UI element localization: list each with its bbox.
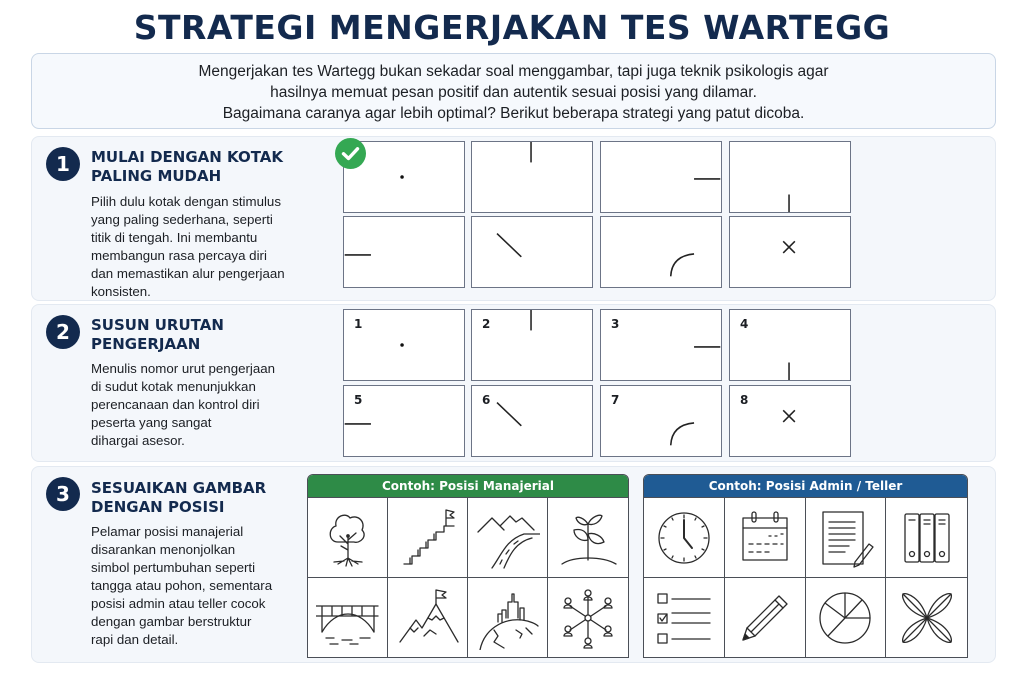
body-line: membangun rasa percaya diri xyxy=(91,248,267,263)
pie-chart-icon xyxy=(806,577,887,657)
body-line: posisi admin atau teller cocok xyxy=(91,596,266,611)
numbered-box-2 xyxy=(471,309,593,381)
numbered-box-5 xyxy=(343,385,465,457)
box-number: 6 xyxy=(482,393,491,407)
numbered-box-8 xyxy=(729,385,851,457)
body-line: titik di tengah. Ini membantu xyxy=(91,230,258,245)
box-number: 3 xyxy=(611,317,620,331)
admin-teller-example-panel xyxy=(643,474,968,658)
globe-city-icon xyxy=(468,577,548,657)
section-1-heading xyxy=(91,148,331,186)
body-line: rapi dan detail. xyxy=(91,632,179,647)
box-number: 7 xyxy=(611,393,620,407)
stimulus-box-diagonal xyxy=(471,216,593,288)
numbered-box-1 xyxy=(343,309,465,381)
numbered-box-4 xyxy=(729,309,851,381)
binders-icon xyxy=(886,497,967,577)
box-number: 1 xyxy=(354,317,363,331)
managerial-example-panel xyxy=(307,474,629,658)
box-number: 2 xyxy=(482,317,491,331)
step-badge-2: 2 xyxy=(46,315,80,349)
section-2-body xyxy=(91,360,331,450)
stimulus-box-horizontal-right xyxy=(600,141,722,213)
sprout-icon xyxy=(548,497,628,577)
heading-line: SESUAIKAN GAMBAR xyxy=(91,479,267,497)
tree-icon xyxy=(308,497,388,577)
numbered-box-6 xyxy=(471,385,593,457)
check-icon xyxy=(335,138,366,169)
numbered-box-7 xyxy=(600,385,722,457)
box-number: 5 xyxy=(354,393,363,407)
heading-line: SUSUN URUTAN xyxy=(91,316,224,334)
heading-line: PENGERJAAN xyxy=(91,335,201,353)
body-line: disarankan menonjolkan xyxy=(91,542,236,557)
body-line: peserta yang sangat xyxy=(91,415,212,430)
numbered-box-3 xyxy=(600,309,722,381)
document-pen-icon xyxy=(806,497,887,577)
mountain-road-icon xyxy=(468,497,548,577)
body-line: Pilih dulu kotak dengan stimulus xyxy=(91,194,281,209)
stimulus-box-cross xyxy=(729,216,851,288)
body-line: dengan gambar berstruktur xyxy=(91,614,252,629)
stimulus-box-vertical-bottom xyxy=(729,141,851,213)
body-line: Menulis nomor urut pengerjaan xyxy=(91,361,276,376)
calendar-icon xyxy=(725,497,806,577)
section-3-heading xyxy=(91,479,331,517)
section-3-body xyxy=(91,523,331,649)
pencil-icon xyxy=(725,577,806,657)
checklist-icon xyxy=(644,577,725,657)
step-badge-1: 1 xyxy=(46,147,80,181)
body-line: di sudut kotak menunjukkan xyxy=(91,379,256,394)
body-line: konsisten. xyxy=(91,284,151,299)
body-line: dan memastikan alur pengerjaan xyxy=(91,266,285,281)
body-line: tangga atau pohon, sementara xyxy=(91,578,273,593)
body-line: perencanaan dan kontrol diri xyxy=(91,397,260,412)
step-badge-3: 3 xyxy=(46,477,80,511)
box-number: 8 xyxy=(740,393,749,407)
stimulus-box-vertical-top xyxy=(471,141,593,213)
stairs-flag-icon xyxy=(388,497,468,577)
mountain-flag-icon xyxy=(388,577,468,657)
intro-box xyxy=(31,53,996,129)
intro-line: Bagaimana caranya agar lebih optimal? Berikut beberapa strategi yang patut dicoba. xyxy=(222,105,805,122)
section-2-heading xyxy=(91,316,331,354)
bridge-icon xyxy=(308,577,388,657)
section-1-body xyxy=(91,193,331,301)
page-title: STRATEGI MENGERJAKAN TES WARTEGG xyxy=(133,8,891,47)
heading-line: MULAI DENGAN KOTAK xyxy=(91,148,284,166)
intro-line: Mengerjakan tes Wartegg bukan sekadar soal menggambar, tapi juga teknik psikologis agar xyxy=(198,63,829,80)
body-line: yang paling sederhana, seperti xyxy=(91,212,273,227)
network-people-icon xyxy=(548,577,628,657)
body-line: simbol pertumbuhan seperti xyxy=(91,560,256,575)
body-line: dihargai asesor. xyxy=(91,433,185,448)
flower-pattern-icon xyxy=(886,577,967,657)
stimulus-box-horizontal-left xyxy=(343,216,465,288)
heading-line: PALING MUDAH xyxy=(91,167,222,185)
stimulus-box-arc xyxy=(600,216,722,288)
heading-line: DENGAN POSISI xyxy=(91,498,225,516)
body-line: Pelamar posisi manajerial xyxy=(91,524,244,539)
panel-title: Contoh: Posisi Manajerial xyxy=(308,475,628,497)
clock-icon xyxy=(644,497,725,577)
box-number: 4 xyxy=(740,317,749,331)
panel-title: Contoh: Posisi Admin / Teller xyxy=(644,475,967,497)
intro-line: hasilnya memuat pesan positif dan autentik sesuai posisi yang dilamar. xyxy=(270,84,757,101)
